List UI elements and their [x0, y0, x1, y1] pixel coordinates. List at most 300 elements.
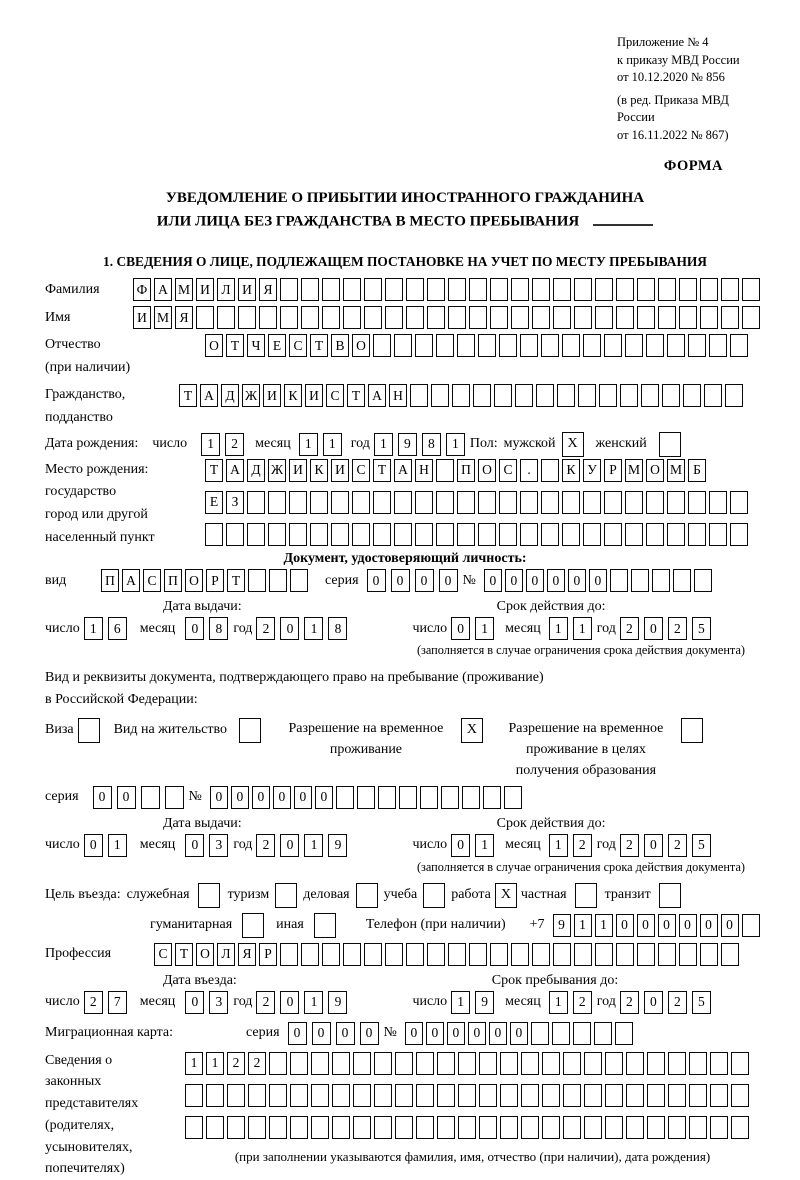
char-box[interactable]: 0 [426, 1022, 444, 1045]
char-box[interactable] [647, 1116, 665, 1139]
char-box[interactable] [478, 491, 496, 514]
char-box[interactable] [206, 1116, 224, 1139]
char-box[interactable] [436, 523, 454, 546]
char-box[interactable]: 0 [336, 1022, 355, 1045]
char-box[interactable] [584, 1084, 602, 1107]
visa-checkbox[interactable] [78, 718, 100, 743]
purpose-transit-checkbox[interactable] [659, 883, 681, 908]
char-box[interactable] [730, 334, 748, 357]
char-box[interactable]: 9 [398, 433, 417, 456]
char-box[interactable]: Т [226, 334, 244, 357]
char-box[interactable] [616, 278, 634, 301]
char-box[interactable] [185, 1084, 203, 1107]
char-box[interactable] [541, 334, 559, 357]
char-box[interactable]: 3 [209, 834, 228, 857]
char-box[interactable]: 0 [510, 1022, 528, 1045]
char-box[interactable] [290, 1052, 308, 1075]
char-box[interactable] [331, 523, 349, 546]
char-box[interactable]: 0 [231, 786, 249, 809]
char-box[interactable] [280, 278, 298, 301]
char-box[interactable] [521, 1052, 539, 1075]
char-box[interactable] [604, 491, 622, 514]
char-box[interactable]: 2 [620, 991, 639, 1014]
char-box[interactable] [385, 278, 403, 301]
char-box[interactable]: 1 [475, 617, 494, 640]
char-box[interactable] [689, 1052, 707, 1075]
char-box[interactable] [731, 1052, 749, 1075]
char-box[interactable] [541, 459, 559, 482]
char-box[interactable] [469, 943, 487, 966]
char-box[interactable] [688, 491, 706, 514]
char-box[interactable] [700, 278, 718, 301]
char-box[interactable] [689, 1116, 707, 1139]
char-box[interactable]: 1 [374, 433, 393, 456]
char-box[interactable]: М [154, 306, 172, 329]
char-box[interactable] [494, 384, 512, 407]
char-box[interactable] [394, 523, 412, 546]
char-box[interactable]: 2 [225, 433, 244, 456]
char-box[interactable] [532, 278, 550, 301]
char-box[interactable]: Д [247, 459, 265, 482]
char-box[interactable] [583, 491, 601, 514]
char-box[interactable] [269, 569, 287, 592]
char-box[interactable] [553, 943, 571, 966]
char-box[interactable]: Т [175, 943, 193, 966]
char-box[interactable] [378, 786, 396, 809]
char-box[interactable] [626, 1052, 644, 1075]
char-box[interactable] [385, 306, 403, 329]
char-box[interactable]: С [352, 459, 370, 482]
char-box[interactable] [385, 943, 403, 966]
char-box[interactable] [490, 943, 508, 966]
char-box[interactable]: 0 [93, 786, 112, 809]
char-box[interactable] [679, 278, 697, 301]
char-box[interactable] [504, 786, 522, 809]
char-box[interactable] [227, 1084, 245, 1107]
char-box[interactable] [227, 1116, 245, 1139]
char-box[interactable]: 1 [201, 433, 220, 456]
char-box[interactable]: Д [221, 384, 239, 407]
char-box[interactable] [437, 1116, 455, 1139]
char-box[interactable]: 0 [505, 569, 523, 592]
char-box[interactable] [395, 1084, 413, 1107]
char-box[interactable] [683, 384, 701, 407]
char-box[interactable] [332, 1084, 350, 1107]
char-box[interactable] [373, 491, 391, 514]
char-box[interactable] [290, 569, 308, 592]
char-box[interactable] [457, 491, 475, 514]
char-box[interactable] [226, 523, 244, 546]
char-box[interactable]: 0 [644, 991, 663, 1014]
char-box[interactable]: Р [604, 459, 622, 482]
char-box[interactable] [742, 914, 760, 937]
char-box[interactable] [620, 384, 638, 407]
char-box[interactable] [415, 523, 433, 546]
purpose-study-checkbox[interactable] [423, 883, 445, 908]
char-box[interactable] [709, 523, 727, 546]
char-box[interactable] [721, 278, 739, 301]
char-box[interactable]: О [646, 459, 664, 482]
char-box[interactable] [541, 491, 559, 514]
char-box[interactable]: М [667, 459, 685, 482]
char-box[interactable] [563, 1116, 581, 1139]
char-box[interactable]: 2 [256, 617, 275, 640]
char-box[interactable]: 1 [573, 617, 592, 640]
char-box[interactable]: 0 [84, 834, 103, 857]
char-box[interactable]: Ф [133, 278, 151, 301]
char-box[interactable] [605, 1084, 623, 1107]
char-box[interactable]: Т [347, 384, 365, 407]
char-box[interactable] [394, 334, 412, 357]
char-box[interactable]: 9 [328, 834, 347, 857]
char-box[interactable] [499, 523, 517, 546]
char-box[interactable] [436, 334, 454, 357]
char-box[interactable] [420, 786, 438, 809]
char-box[interactable] [562, 523, 580, 546]
purpose-humanitarian-checkbox[interactable] [242, 913, 264, 938]
char-box[interactable] [604, 523, 622, 546]
char-box[interactable] [626, 1084, 644, 1107]
char-box[interactable] [322, 943, 340, 966]
char-box[interactable]: 5 [692, 617, 711, 640]
char-box[interactable] [332, 1052, 350, 1075]
char-box[interactable]: Т [373, 459, 391, 482]
char-box[interactable]: Б [688, 459, 706, 482]
char-box[interactable] [531, 1022, 549, 1045]
char-box[interactable]: 2 [620, 617, 639, 640]
char-box[interactable]: У [583, 459, 601, 482]
char-box[interactable] [521, 1116, 539, 1139]
char-box[interactable] [289, 491, 307, 514]
char-box[interactable] [532, 943, 550, 966]
char-box[interactable]: С [143, 569, 161, 592]
purpose-private-checkbox[interactable] [575, 883, 597, 908]
temp-residence-checkbox[interactable]: X [461, 718, 483, 743]
char-box[interactable]: Н [389, 384, 407, 407]
char-box[interactable] [563, 1052, 581, 1075]
char-box[interactable] [374, 1052, 392, 1075]
char-box[interactable] [694, 569, 712, 592]
char-box[interactable]: 9 [475, 991, 494, 1014]
char-box[interactable] [679, 943, 697, 966]
char-box[interactable]: С [289, 334, 307, 357]
char-box[interactable]: Ч [247, 334, 265, 357]
char-box[interactable] [437, 1084, 455, 1107]
char-box[interactable]: 0 [644, 834, 663, 857]
char-box[interactable] [269, 1116, 287, 1139]
char-box[interactable]: И [305, 384, 323, 407]
char-box[interactable] [289, 523, 307, 546]
char-box[interactable]: 1 [595, 914, 613, 937]
char-box[interactable] [584, 1052, 602, 1075]
char-box[interactable]: 0 [468, 1022, 486, 1045]
char-box[interactable]: Я [238, 943, 256, 966]
char-box[interactable]: 8 [422, 433, 441, 456]
char-box[interactable]: И [196, 278, 214, 301]
char-box[interactable]: 0 [280, 991, 299, 1014]
char-box[interactable] [647, 1084, 665, 1107]
char-box[interactable]: 1 [304, 991, 323, 1014]
char-box[interactable] [631, 569, 649, 592]
char-box[interactable]: 0 [294, 786, 312, 809]
char-box[interactable] [373, 334, 391, 357]
char-box[interactable] [248, 569, 266, 592]
char-box[interactable]: 7 [108, 991, 127, 1014]
char-box[interactable] [416, 1052, 434, 1075]
sex-male-checkbox[interactable]: X [562, 432, 584, 457]
char-box[interactable]: 1 [451, 991, 470, 1014]
purpose-other-checkbox[interactable] [314, 913, 336, 938]
sex-female-checkbox[interactable] [659, 432, 681, 457]
purpose-work-checkbox[interactable]: X [495, 883, 517, 908]
char-box[interactable] [301, 278, 319, 301]
char-box[interactable]: 5 [692, 991, 711, 1014]
char-box[interactable] [479, 1084, 497, 1107]
char-box[interactable] [500, 1116, 518, 1139]
purpose-business-checkbox[interactable] [356, 883, 378, 908]
char-box[interactable] [352, 523, 370, 546]
char-box[interactable]: Т [310, 334, 328, 357]
char-box[interactable] [490, 278, 508, 301]
char-box[interactable]: П [164, 569, 182, 592]
char-box[interactable] [667, 523, 685, 546]
char-box[interactable]: 0 [447, 1022, 465, 1045]
char-box[interactable] [595, 278, 613, 301]
char-box[interactable]: Е [205, 491, 223, 514]
char-box[interactable] [436, 491, 454, 514]
char-box[interactable] [280, 306, 298, 329]
char-box[interactable]: Р [206, 569, 224, 592]
char-box[interactable]: 0 [616, 914, 634, 937]
char-box[interactable]: К [310, 459, 328, 482]
char-box[interactable]: 0 [312, 1022, 331, 1045]
char-box[interactable]: Т [205, 459, 223, 482]
char-box[interactable] [731, 1116, 749, 1139]
char-box[interactable]: С [154, 943, 172, 966]
char-box[interactable] [595, 943, 613, 966]
char-box[interactable]: 2 [668, 991, 687, 1014]
char-box[interactable] [562, 334, 580, 357]
char-box[interactable]: 2 [256, 991, 275, 1014]
char-box[interactable] [395, 1052, 413, 1075]
char-box[interactable] [542, 1052, 560, 1075]
char-box[interactable]: 0 [288, 1022, 307, 1045]
char-box[interactable] [520, 523, 538, 546]
char-box[interactable] [364, 278, 382, 301]
char-box[interactable]: 1 [304, 617, 323, 640]
char-box[interactable] [667, 491, 685, 514]
char-box[interactable] [615, 1022, 633, 1045]
char-box[interactable] [616, 943, 634, 966]
char-box[interactable] [457, 523, 475, 546]
char-box[interactable] [441, 786, 459, 809]
char-box[interactable]: 2 [227, 1052, 245, 1075]
char-box[interactable] [599, 384, 617, 407]
char-box[interactable] [268, 491, 286, 514]
char-box[interactable] [605, 1052, 623, 1075]
char-box[interactable] [557, 384, 575, 407]
char-box[interactable] [688, 523, 706, 546]
char-box[interactable] [353, 1116, 371, 1139]
char-box[interactable]: Н [415, 459, 433, 482]
char-box[interactable] [431, 384, 449, 407]
char-box[interactable] [479, 1116, 497, 1139]
char-box[interactable] [679, 306, 697, 329]
char-box[interactable] [479, 1052, 497, 1075]
char-box[interactable] [574, 943, 592, 966]
char-box[interactable] [725, 384, 743, 407]
char-box[interactable] [563, 1084, 581, 1107]
char-box[interactable]: 0 [252, 786, 270, 809]
char-box[interactable]: 1 [299, 433, 318, 456]
char-box[interactable]: 0 [185, 991, 204, 1014]
char-box[interactable] [458, 1084, 476, 1107]
char-box[interactable] [658, 943, 676, 966]
char-box[interactable] [646, 334, 664, 357]
char-box[interactable] [610, 569, 628, 592]
char-box[interactable] [310, 523, 328, 546]
char-box[interactable]: 0 [439, 569, 458, 592]
char-box[interactable] [499, 334, 517, 357]
char-box[interactable] [322, 278, 340, 301]
char-box[interactable] [604, 334, 622, 357]
char-box[interactable]: 1 [185, 1052, 203, 1075]
residence-permit-checkbox[interactable] [239, 718, 261, 743]
char-box[interactable]: 0 [280, 617, 299, 640]
char-box[interactable]: Е [268, 334, 286, 357]
char-box[interactable] [542, 1084, 560, 1107]
char-box[interactable] [742, 306, 760, 329]
char-box[interactable] [353, 1052, 371, 1075]
char-box[interactable] [709, 334, 727, 357]
char-box[interactable] [373, 523, 391, 546]
char-box[interactable] [436, 459, 454, 482]
char-box[interactable] [343, 306, 361, 329]
char-box[interactable]: 1 [475, 834, 494, 857]
char-box[interactable]: 0 [658, 914, 676, 937]
char-box[interactable]: А [154, 278, 172, 301]
char-box[interactable] [374, 1084, 392, 1107]
char-box[interactable]: 0 [489, 1022, 507, 1045]
char-box[interactable] [247, 523, 265, 546]
char-box[interactable] [515, 384, 533, 407]
char-box[interactable]: 0 [700, 914, 718, 937]
char-box[interactable] [668, 1084, 686, 1107]
char-box[interactable] [290, 1116, 308, 1139]
char-box[interactable] [343, 278, 361, 301]
char-box[interactable]: И [133, 306, 151, 329]
char-box[interactable]: 0 [451, 834, 470, 857]
char-box[interactable]: 1 [108, 834, 127, 857]
char-box[interactable] [165, 786, 184, 809]
char-box[interactable] [311, 1084, 329, 1107]
char-box[interactable] [452, 384, 470, 407]
char-box[interactable] [364, 306, 382, 329]
char-box[interactable] [322, 306, 340, 329]
char-box[interactable]: 2 [668, 617, 687, 640]
char-box[interactable] [394, 491, 412, 514]
char-box[interactable]: Я [175, 306, 193, 329]
char-box[interactable] [520, 491, 538, 514]
char-box[interactable]: М [175, 278, 193, 301]
char-box[interactable] [647, 1052, 665, 1075]
char-box[interactable] [552, 1022, 570, 1045]
char-box[interactable] [462, 786, 480, 809]
char-box[interactable] [427, 306, 445, 329]
char-box[interactable] [448, 943, 466, 966]
char-box[interactable] [196, 306, 214, 329]
char-box[interactable] [248, 1116, 266, 1139]
char-box[interactable] [689, 1084, 707, 1107]
char-box[interactable] [448, 306, 466, 329]
char-box[interactable] [616, 306, 634, 329]
char-box[interactable] [301, 943, 319, 966]
char-box[interactable]: А [122, 569, 140, 592]
char-box[interactable]: М [625, 459, 643, 482]
char-box[interactable] [637, 278, 655, 301]
char-box[interactable]: 1 [84, 617, 103, 640]
char-box[interactable] [311, 1116, 329, 1139]
char-box[interactable] [280, 943, 298, 966]
char-box[interactable]: 2 [256, 834, 275, 857]
char-box[interactable] [353, 1084, 371, 1107]
char-box[interactable]: 8 [328, 617, 347, 640]
char-box[interactable] [458, 1116, 476, 1139]
char-box[interactable] [625, 491, 643, 514]
char-box[interactable]: . [520, 459, 538, 482]
char-box[interactable] [437, 1052, 455, 1075]
char-box[interactable]: О [478, 459, 496, 482]
char-box[interactable] [700, 943, 718, 966]
char-box[interactable] [583, 334, 601, 357]
char-box[interactable] [247, 491, 265, 514]
char-box[interactable]: 0 [117, 786, 136, 809]
char-box[interactable] [416, 1116, 434, 1139]
char-box[interactable] [646, 491, 664, 514]
char-box[interactable] [626, 1116, 644, 1139]
char-box[interactable] [532, 306, 550, 329]
char-box[interactable]: И [289, 459, 307, 482]
char-box[interactable]: 3 [209, 991, 228, 1014]
char-box[interactable]: К [284, 384, 302, 407]
char-box[interactable]: П [457, 459, 475, 482]
char-box[interactable] [352, 491, 370, 514]
char-box[interactable] [637, 306, 655, 329]
char-box[interactable]: О [196, 943, 214, 966]
char-box[interactable] [662, 384, 680, 407]
char-box[interactable]: П [101, 569, 119, 592]
char-box[interactable] [594, 1022, 612, 1045]
char-box[interactable] [658, 278, 676, 301]
char-box[interactable] [595, 306, 613, 329]
char-box[interactable]: О [352, 334, 370, 357]
char-box[interactable] [521, 1084, 539, 1107]
char-box[interactable]: 5 [692, 834, 711, 857]
char-box[interactable] [141, 786, 160, 809]
char-box[interactable]: 0 [644, 617, 663, 640]
char-box[interactable] [269, 1052, 287, 1075]
char-box[interactable] [311, 1052, 329, 1075]
char-box[interactable] [268, 523, 286, 546]
char-box[interactable]: Т [227, 569, 245, 592]
char-box[interactable] [458, 1052, 476, 1075]
char-box[interactable]: Ж [242, 384, 260, 407]
char-box[interactable] [673, 569, 691, 592]
char-box[interactable]: 1 [446, 433, 465, 456]
char-box[interactable] [553, 278, 571, 301]
char-box[interactable]: О [185, 569, 203, 592]
char-box[interactable] [415, 491, 433, 514]
